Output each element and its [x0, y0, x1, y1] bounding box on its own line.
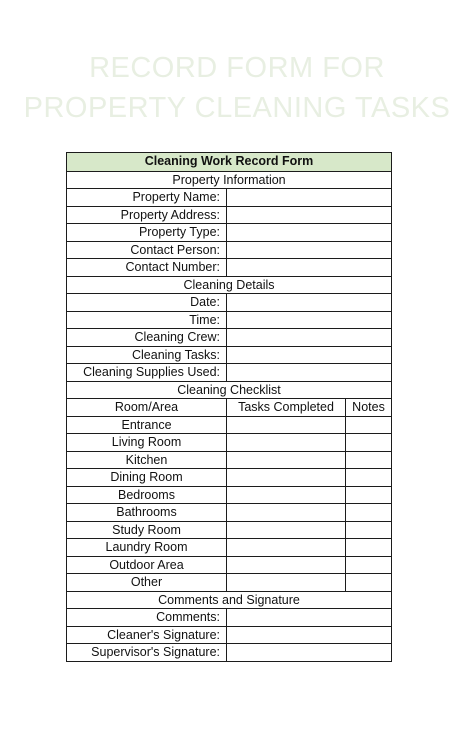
field-label: Property Type:	[67, 224, 227, 241]
column-header-room: Room/Area	[67, 399, 227, 416]
tasks-cell[interactable]	[227, 452, 346, 469]
watermark-title-line1: RECORD FORM FOR	[89, 52, 385, 84]
room-label: Dining Room	[67, 469, 227, 486]
notes-cell[interactable]	[346, 417, 391, 434]
section-row	[67, 171, 391, 189]
form-title: Cleaning Work Record Form	[144, 154, 314, 168]
field-value-cell[interactable]	[227, 329, 391, 346]
field-row	[67, 626, 391, 644]
checklist-section-heading: Cleaning Checklist	[177, 382, 281, 397]
field-value-cell[interactable]	[227, 207, 391, 224]
field-row	[67, 258, 391, 276]
form-title-row	[67, 153, 391, 171]
room-label: Laundry Room	[67, 539, 227, 556]
field-label: Contact Number:	[67, 259, 227, 276]
field-value-cell[interactable]	[227, 347, 391, 364]
tasks-cell[interactable]	[227, 417, 346, 434]
room-label: Bedrooms	[67, 487, 227, 504]
field-row	[67, 206, 391, 224]
notes-cell[interactable]	[346, 522, 391, 539]
room-label: Kitchen	[67, 452, 227, 469]
field-label: Supervisor's Signature:	[67, 644, 227, 661]
room-label: Study Room	[67, 522, 227, 539]
tasks-cell[interactable]	[227, 469, 346, 486]
notes-cell[interactable]	[346, 574, 391, 591]
field-label: Cleaning Tasks:	[67, 347, 227, 364]
field-value-cell[interactable]	[227, 364, 391, 381]
field-value-cell[interactable]	[227, 242, 391, 259]
notes-cell[interactable]	[346, 434, 391, 451]
column-header-notes: Notes	[352, 400, 385, 414]
checklist-row	[67, 416, 391, 434]
tasks-cell[interactable]	[227, 434, 346, 451]
field-value-cell[interactable]	[227, 644, 391, 661]
field-value-cell[interactable]	[227, 609, 391, 626]
notes-cell[interactable]	[346, 539, 391, 556]
room-label: Other	[67, 574, 227, 591]
checklist-header-row	[67, 398, 391, 416]
tasks-cell[interactable]	[227, 557, 346, 574]
field-row	[67, 223, 391, 241]
field-value-cell[interactable]	[227, 294, 391, 311]
checklist-row	[67, 573, 391, 591]
checklist-row	[67, 486, 391, 504]
field-value-cell[interactable]	[227, 189, 391, 206]
field-label: Date:	[67, 294, 227, 311]
room-label: Outdoor Area	[67, 557, 227, 574]
tasks-cell[interactable]	[227, 539, 346, 556]
record-form-table	[66, 152, 392, 662]
checklist-row	[67, 503, 391, 521]
notes-cell[interactable]	[346, 487, 391, 504]
field-row	[67, 328, 391, 346]
notes-cell[interactable]	[346, 469, 391, 486]
field-label: Cleaning Supplies Used:	[67, 364, 227, 381]
checklist-row	[67, 556, 391, 574]
field-label: Time:	[67, 312, 227, 329]
field-row	[67, 363, 391, 381]
details-section-heading: Cleaning Details	[183, 277, 275, 292]
column-header-tasks: Tasks Completed	[227, 399, 346, 416]
field-row	[67, 608, 391, 626]
field-value-cell[interactable]	[227, 259, 391, 276]
section-row	[67, 381, 391, 399]
field-value-cell[interactable]	[227, 627, 391, 644]
field-row	[67, 311, 391, 329]
field-row	[67, 643, 391, 661]
field-value-cell[interactable]	[227, 224, 391, 241]
section-row	[67, 276, 391, 294]
checklist-row	[67, 521, 391, 539]
checklist-row	[67, 433, 391, 451]
field-row	[67, 241, 391, 259]
room-label: Entrance	[67, 417, 227, 434]
field-label: Property Name:	[67, 189, 227, 206]
checklist-row	[67, 451, 391, 469]
comments-section-heading: Comments and Signature	[158, 592, 300, 607]
tasks-cell[interactable]	[227, 574, 346, 591]
field-value-cell[interactable]	[227, 312, 391, 329]
field-label: Cleaning Crew:	[67, 329, 227, 346]
field-label: Contact Person:	[67, 242, 227, 259]
tasks-cell[interactable]	[227, 522, 346, 539]
room-label: Bathrooms	[67, 504, 227, 521]
checklist-row	[67, 538, 391, 556]
field-row	[67, 293, 391, 311]
field-label: Cleaner's Signature:	[67, 627, 227, 644]
field-label: Property Address:	[67, 207, 227, 224]
room-label: Living Room	[67, 434, 227, 451]
field-label: Comments:	[67, 609, 227, 626]
checklist-row	[67, 468, 391, 486]
field-row	[67, 346, 391, 364]
property-section-heading: Property Information	[172, 172, 286, 187]
notes-cell[interactable]	[346, 452, 391, 469]
notes-cell[interactable]	[346, 504, 391, 521]
tasks-cell[interactable]	[227, 504, 346, 521]
tasks-cell[interactable]	[227, 487, 346, 504]
notes-cell[interactable]	[346, 557, 391, 574]
field-row	[67, 188, 391, 206]
section-row	[67, 591, 391, 609]
watermark-title-line2: PROPERTY CLEANING TASKS	[23, 92, 451, 124]
